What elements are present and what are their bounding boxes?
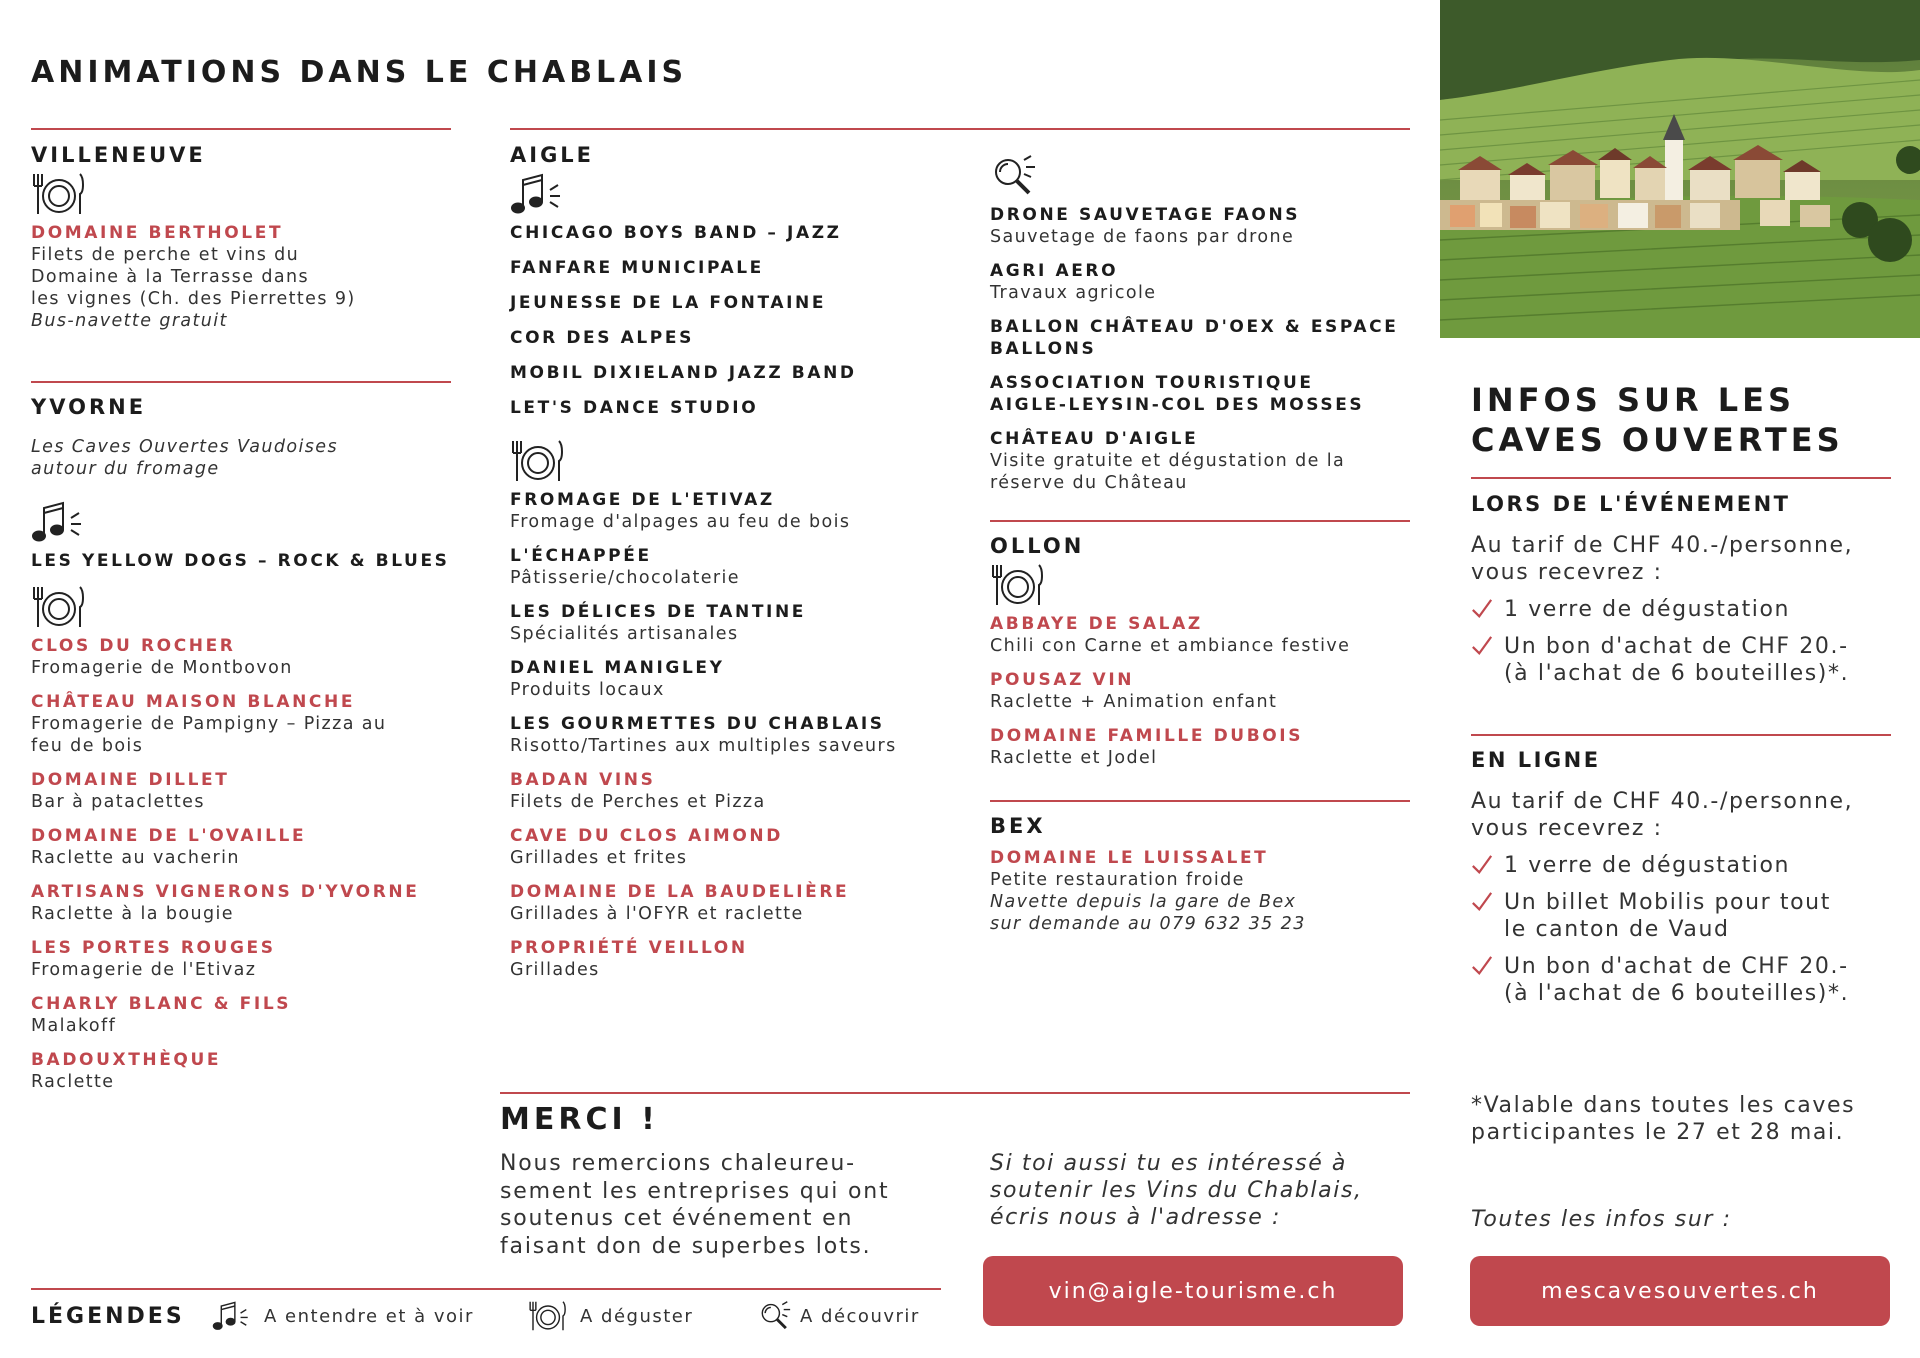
info-title [1471, 380, 1844, 460]
list-item [31, 691, 451, 757]
text-line: *Valable dans toutes les caves [1471, 1093, 1856, 1118]
band-name: LES YELLOW DOGS – ROCK & BLUES [31, 551, 450, 571]
food-icon [31, 172, 87, 216]
divider [990, 520, 1410, 522]
text-line: Au tarif de CHF 40.-/personne, [1471, 533, 1854, 558]
entry-name: LES DÉLICES DE TANTINE [510, 602, 807, 622]
list-item [31, 769, 451, 813]
band-name: CHICAGO BOYS BAND – JAZZ [510, 223, 842, 243]
entry-name: LES PORTES ROUGES [31, 938, 276, 958]
entry-desc: Petite restauration froide [990, 870, 1245, 890]
entry-desc: Risotto/Tartines aux multiples saveurs [510, 736, 897, 756]
check-text: le canton de Vaud [1504, 917, 1730, 942]
list-item [510, 713, 960, 757]
entry-desc: Filets de perche et vins du [31, 245, 300, 265]
band-name: COR DES ALPES [510, 328, 694, 348]
check-text: (à l'achat de 6 bouteilles)*. [1504, 661, 1850, 686]
list-item [990, 372, 1410, 416]
legend-discover: A découvrir [800, 1306, 920, 1327]
checklist-item [1471, 633, 1891, 687]
entry-name: DOMAINE DILLET [31, 770, 230, 790]
aigle-section [510, 144, 960, 993]
check-icon [1471, 854, 1493, 876]
text-line: vous recevrez : [1471, 816, 1663, 841]
check-text: (à l'achat de 6 bouteilles)*. [1504, 981, 1850, 1006]
list-item [510, 545, 960, 589]
text-line: Si toi aussi tu es intéressé à [990, 1151, 1347, 1176]
list-item [510, 601, 960, 645]
entry-name: BALLON CHÂTEAU D'OEX & ESPACE [990, 317, 1399, 337]
entry-name: AIGLE-LEYSIN-COL DES MOSSES [990, 395, 1365, 415]
legend-listen: A entendre et à voir [264, 1306, 474, 1327]
entry-name: BADAN VINS [510, 770, 656, 790]
footnote [1471, 1092, 1891, 1146]
entry-name: DOMAINE FAMILLE DUBOIS [990, 726, 1304, 746]
checklist-item [1471, 953, 1891, 1007]
villeneuve-section [31, 144, 451, 344]
ollon-section [990, 535, 1410, 781]
entry-desc: Visite gratuite et dégustation de la [990, 451, 1346, 471]
list-item [31, 937, 451, 981]
merci-heading: MERCI ! [500, 1102, 659, 1137]
entry-name: POUSAZ VIN [990, 670, 1135, 690]
food-icon [510, 439, 566, 483]
entry-name: CHÂTEAU MAISON BLANCHE [31, 692, 356, 712]
entry-desc: Fromage d'alpages au feu de bois [510, 512, 851, 532]
website-button[interactable]: mescavesouvertes.ch [1470, 1256, 1890, 1326]
divider [31, 1288, 941, 1290]
entry-desc: Raclette + Animation enfant [990, 692, 1278, 712]
entry-name: ARTISANS VIGNERONS D'YVORNE [31, 882, 420, 902]
entry-desc: Grillades [510, 960, 600, 980]
entry-desc: Travaux agricole [990, 283, 1157, 303]
list-item [990, 428, 1410, 494]
checklist-item [1471, 852, 1891, 879]
section-heading-aigle: AIGLE [510, 143, 595, 167]
entry-desc: Raclette [31, 1072, 115, 1092]
entry-desc: Spécialités artisanales [510, 624, 739, 644]
list-item [990, 613, 1410, 657]
list-item [990, 847, 1410, 935]
check-text: Un bon d'achat de CHF 20.- [1504, 954, 1849, 979]
check-text: 1 verre de dégustation [1504, 597, 1791, 622]
list-item [510, 881, 960, 925]
entry-desc: Bar à pataclettes [31, 792, 205, 812]
entry-desc: Fromagerie de Montbovon [31, 658, 293, 678]
check-icon [1471, 891, 1493, 913]
band-name: LET'S DANCE STUDIO [510, 398, 759, 418]
village-vineyard-photo [1440, 0, 1920, 338]
legend-heading: LÉGENDES [31, 1304, 185, 1329]
section-heading-ollon: OLLON [990, 534, 1085, 558]
list-item [510, 769, 960, 813]
entry-desc: Sauvetage de faons par drone [990, 227, 1295, 247]
band-name: JEUNESSE DE LA FONTAINE [510, 293, 827, 313]
entry-desc: Raclette et Jodel [990, 748, 1158, 768]
divider [510, 128, 1410, 130]
entry-desc: Filets de Perches et Pizza [510, 792, 766, 812]
entry-name: ASSOCIATION TOURISTIQUE [990, 373, 1314, 393]
entry-desc: réserve du Château [990, 473, 1188, 493]
section-heading-event: LORS DE L'ÉVÉNEMENT [1471, 492, 1791, 516]
list-item [31, 825, 451, 869]
entry-name: CHÂTEAU D'AIGLE [990, 429, 1199, 449]
music-icon [212, 1300, 252, 1332]
search-icon [758, 1300, 798, 1332]
checklist-item [1471, 889, 1891, 943]
section-heading-online: EN LIGNE [1471, 748, 1601, 772]
entry-name: CLOS DU ROCHER [31, 636, 236, 656]
check-icon [1471, 598, 1493, 620]
list-item [31, 635, 451, 679]
entry-name: DRONE SAUVETAGE FAONS [990, 205, 1301, 225]
list-item [990, 260, 1410, 304]
entry-desc: Produits locaux [510, 680, 665, 700]
entry-note: Navette depuis la gare de Bex [990, 892, 1297, 912]
text-line: écris nous à l'adresse : [990, 1205, 1281, 1230]
page-title: ANIMATIONS DANS LE CHABLAIS [31, 55, 688, 90]
entry-desc: Domaine à la Terrasse dans [31, 267, 309, 287]
entry-name: CAVE DU CLOS AIMOND [510, 826, 783, 846]
merci-invite [990, 1150, 1410, 1231]
list-item [31, 993, 451, 1037]
entry-desc: Fromagerie de l'Etivaz [31, 960, 257, 980]
list-item [510, 937, 960, 981]
text-line: sement les entreprises qui ont [500, 1178, 890, 1204]
section-heading-yvorne: YVORNE [31, 395, 147, 419]
online-section [1471, 748, 1891, 1007]
entry-name: PROPRIÉTÉ VEILLON [510, 938, 748, 958]
checklist-item [1471, 596, 1891, 623]
list-item [31, 881, 451, 925]
divider [990, 800, 1410, 802]
band-name: FANFARE MUNICIPALE [510, 258, 764, 278]
list-item [31, 222, 451, 332]
entry-name: BADOUXTHÈQUE [31, 1050, 222, 1070]
entry-desc: Chili con Carne et ambiance festive [990, 636, 1351, 656]
divider [1471, 477, 1891, 479]
text-line: soutenus cet événement en [500, 1206, 854, 1231]
entry-note: Bus-navette gratuit [31, 311, 228, 331]
entry-desc: Raclette à la bougie [31, 904, 234, 924]
text-line: participantes le 27 et 28 mai. [1471, 1120, 1845, 1145]
entry-desc: les vignes (Ch. des Pierrettes 9) [31, 289, 356, 309]
entry-name: DOMAINE DE L'OVAILLE [31, 826, 307, 846]
text-line: Au tarif de CHF 40.-/personne, [1471, 789, 1854, 814]
check-text: Un billet Mobilis pour tout [1504, 890, 1831, 915]
title-line: CAVES OUVERTES [1471, 421, 1844, 459]
legend-taste: A déguster [580, 1306, 694, 1327]
bex-section [990, 815, 1410, 947]
entry-desc: Grillades et frites [510, 848, 688, 868]
check-text: Un bon d'achat de CHF 20.- [1504, 634, 1849, 659]
section-heading-villeneuve: VILLENEUVE [31, 143, 206, 167]
aigle-discover-section [990, 148, 1410, 506]
list-item [510, 657, 960, 701]
entry-desc: Raclette au vacherin [31, 848, 240, 868]
band-name: MOBIL DIXIELAND JAZZ BAND [510, 363, 857, 383]
text-line: vous recevrez : [1471, 560, 1663, 585]
food-icon [31, 585, 87, 629]
text-line: soutenir les Vins du Chablais, [990, 1178, 1363, 1203]
entry-name: DOMAINE BERTHOLET [31, 223, 284, 243]
check-icon [1471, 955, 1493, 977]
entry-desc: feu de bois [31, 736, 144, 756]
entry-name: DOMAINE LE LUISSALET [990, 848, 1269, 868]
entry-name: CHARLY BLANC & FILS [31, 994, 292, 1014]
text-line: Nous remercions chaleureu- [500, 1151, 856, 1176]
divider [31, 128, 451, 130]
music-icon [510, 172, 566, 216]
event-section [1471, 492, 1891, 687]
list-item [510, 489, 960, 533]
divider [31, 381, 451, 383]
merci-text [500, 1150, 940, 1260]
entry-desc: Grillades à l'OFYR et raclette [510, 904, 804, 924]
title-line: INFOS SUR LES [1471, 381, 1796, 419]
food-icon [990, 563, 1046, 607]
list-item [990, 316, 1410, 360]
food-icon [528, 1300, 568, 1332]
divider [500, 1092, 1410, 1094]
entry-name: L'ÉCHAPPÉE [510, 546, 652, 566]
intro-text: autour du fromage [31, 459, 220, 479]
entry-note: sur demande au 079 632 35 23 [990, 914, 1306, 934]
entry-desc: Malakoff [31, 1016, 117, 1036]
section-heading-bex: BEX [990, 814, 1046, 838]
intro-text: Les Caves Ouvertes Vaudoises [31, 437, 338, 457]
entry-name: DANIEL MANIGLEY [510, 658, 725, 678]
music-icon [31, 500, 87, 544]
list-item [990, 669, 1410, 713]
entry-name: AGRI AERO [990, 261, 1119, 281]
list-item [510, 825, 960, 869]
entry-name: ABBAYE DE SALAZ [990, 614, 1203, 634]
entry-name: BALLONS [990, 339, 1097, 359]
search-icon [990, 154, 1046, 198]
list-item [990, 204, 1410, 248]
entry-name: FROMAGE DE L'ETIVAZ [510, 490, 775, 510]
divider [1471, 734, 1891, 736]
email-button[interactable]: vin@aigle-tourisme.ch [983, 1256, 1403, 1326]
check-text: 1 verre de dégustation [1504, 853, 1791, 878]
list-item [990, 725, 1410, 769]
entry-desc: Fromagerie de Pampigny – Pizza au [31, 714, 387, 734]
more-info-text: Toutes les infos sur : [1471, 1207, 1732, 1232]
yvorne-section [31, 396, 451, 1105]
entry-name: LES GOURMETTES DU CHABLAIS [510, 714, 885, 734]
entry-desc: Pâtisserie/chocolaterie [510, 568, 740, 588]
text-line: faisant don de superbes lots. [500, 1233, 872, 1259]
check-icon [1471, 635, 1493, 657]
entry-name: DOMAINE DE LA BAUDELIÈRE [510, 882, 850, 902]
list-item [31, 1049, 451, 1093]
